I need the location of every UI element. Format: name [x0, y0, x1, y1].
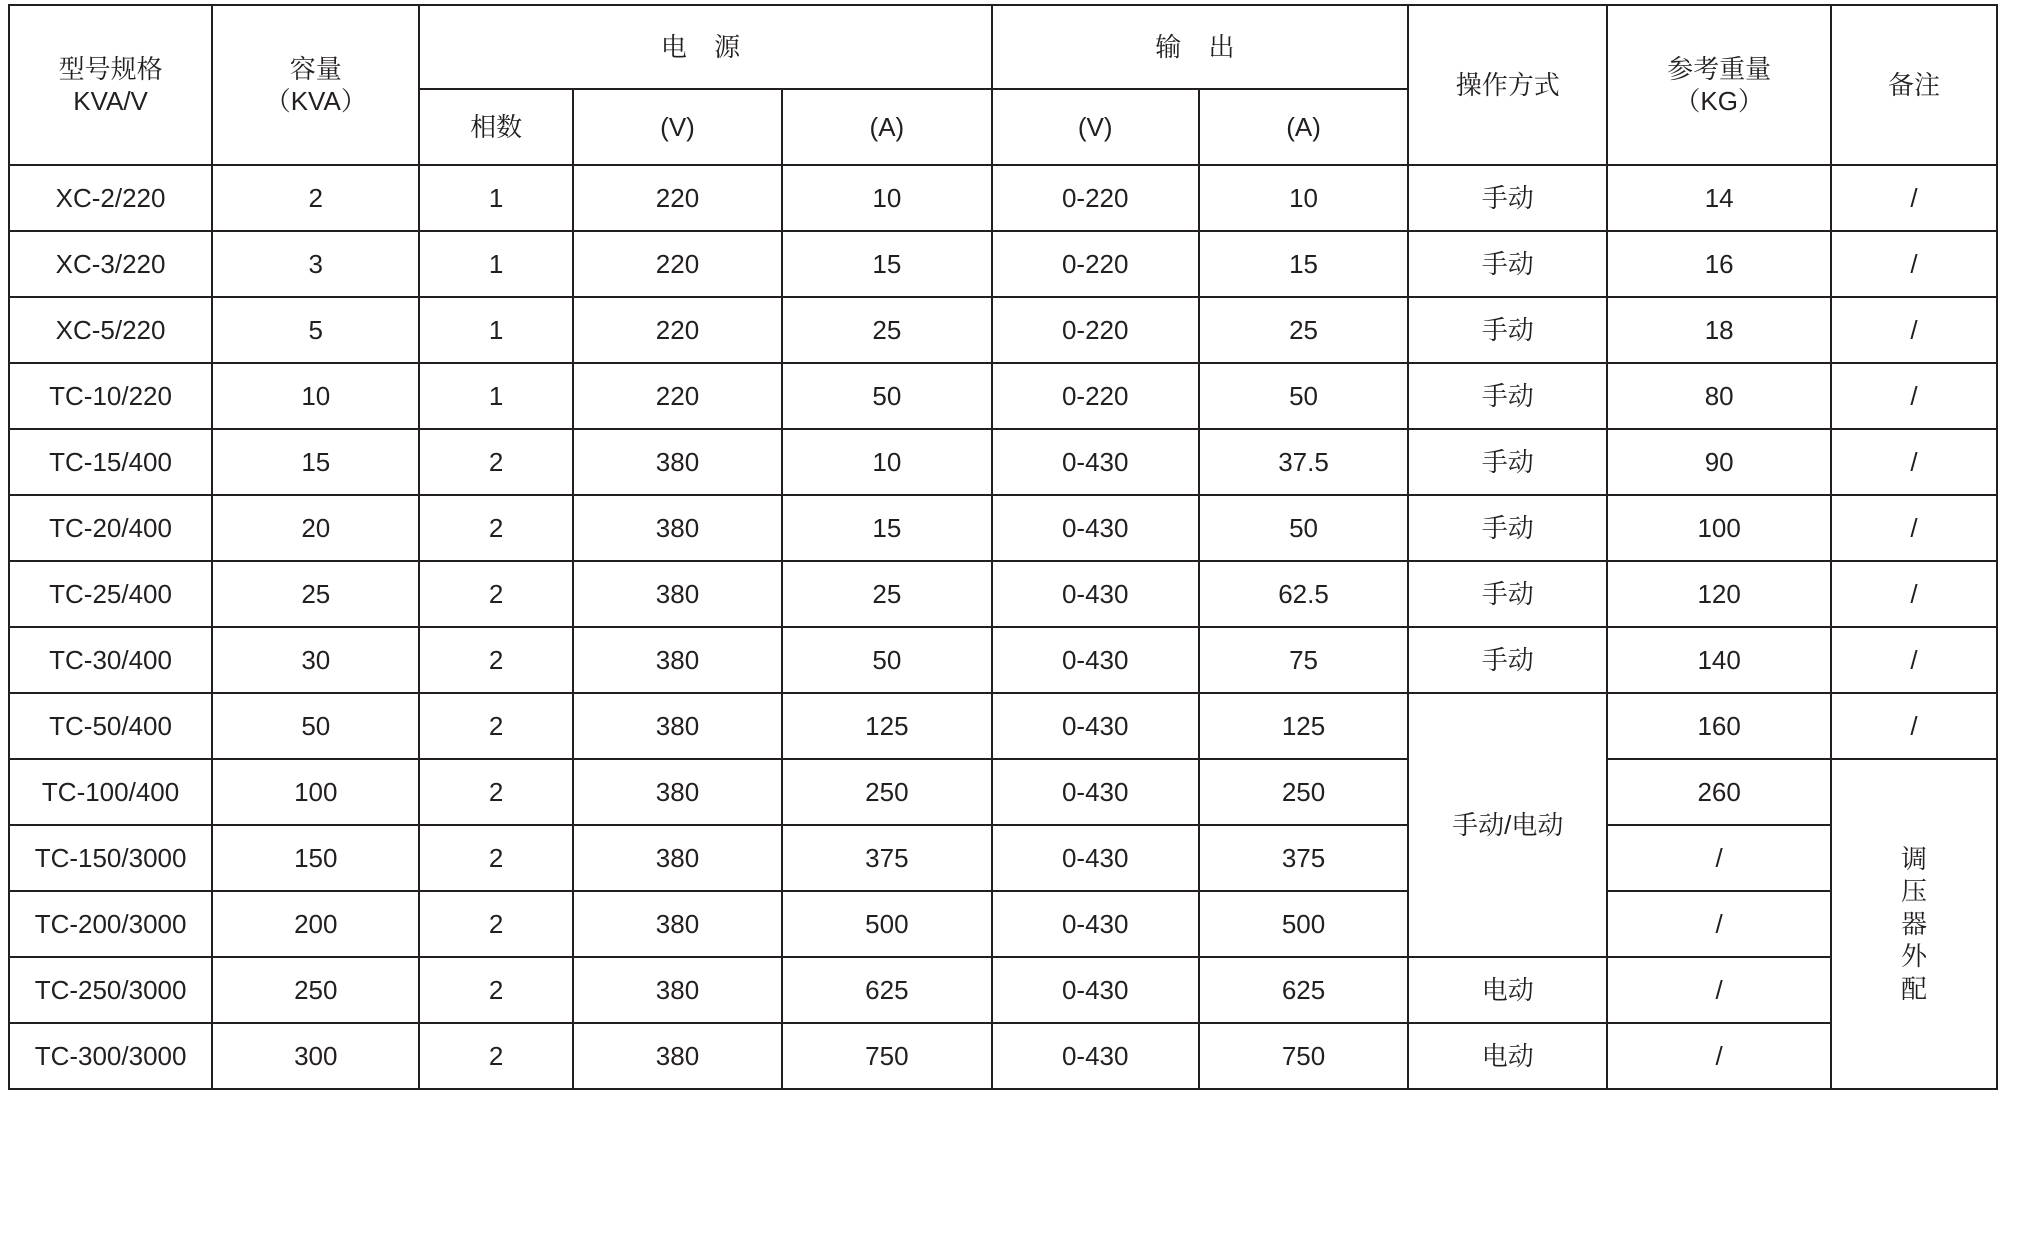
cell-phases: 2	[419, 759, 572, 825]
remark-char-2: 压	[1901, 876, 1928, 907]
cell-model: XC-3/220	[9, 231, 212, 297]
cell-capacity: 150	[212, 825, 419, 891]
cell-remark: /	[1831, 561, 1997, 627]
cell-model: TC-30/400	[9, 627, 212, 693]
cell-capacity: 2	[212, 165, 419, 231]
header-capacity-line1: 容量	[289, 53, 342, 84]
header-model-line2: KVA/V	[73, 86, 148, 116]
cell-output-current: 37.5	[1199, 429, 1408, 495]
cell-phases: 2	[419, 495, 572, 561]
cell-phases: 1	[419, 363, 572, 429]
cell-capacity: 250	[212, 957, 419, 1023]
cell-weight: 16	[1607, 231, 1831, 297]
cell-power-voltage: 220	[573, 165, 782, 231]
cell-weight: /	[1607, 957, 1831, 1023]
header-output-group: 输 出	[992, 5, 1409, 89]
cell-capacity: 30	[212, 627, 419, 693]
cell-phases: 2	[419, 693, 572, 759]
cell-power-voltage: 380	[573, 1023, 782, 1089]
cell-power-current: 125	[782, 693, 991, 759]
cell-output-voltage: 0-430	[992, 429, 1199, 495]
cell-power-current: 375	[782, 825, 991, 891]
cell-model: TC-150/3000	[9, 825, 212, 891]
table-row	[9, 759, 1997, 825]
cell-power-voltage: 380	[573, 759, 782, 825]
cell-power-current: 750	[782, 1023, 991, 1089]
cell-power-current: 15	[782, 231, 991, 297]
cell-power-voltage: 380	[573, 495, 782, 561]
cell-capacity: 3	[212, 231, 419, 297]
cell-power-current: 50	[782, 363, 991, 429]
cell-power-voltage: 380	[573, 693, 782, 759]
header-model	[9, 5, 212, 165]
cell-output-voltage: 0-430	[992, 627, 1199, 693]
cell-model: TC-50/400	[9, 693, 212, 759]
header-power-voltage: (V)	[573, 89, 782, 165]
header-capacity-line2: （KVA）	[264, 86, 367, 116]
cell-capacity: 25	[212, 561, 419, 627]
cell-model: TC-100/400	[9, 759, 212, 825]
cell-operation: 电动	[1408, 1023, 1607, 1089]
cell-phases: 2	[419, 957, 572, 1023]
cell-power-voltage: 380	[573, 891, 782, 957]
cell-weight: 18	[1607, 297, 1831, 363]
cell-power-current: 500	[782, 891, 991, 957]
cell-operation: 手动	[1408, 165, 1607, 231]
cell-output-current: 10	[1199, 165, 1408, 231]
cell-weight: 140	[1607, 627, 1831, 693]
cell-output-current: 125	[1199, 693, 1408, 759]
cell-model: XC-2/220	[9, 165, 212, 231]
header-output-voltage: (V)	[992, 89, 1199, 165]
cell-capacity: 10	[212, 363, 419, 429]
cell-output-current: 625	[1199, 957, 1408, 1023]
cell-power-current: 25	[782, 297, 991, 363]
cell-power-current: 10	[782, 429, 991, 495]
cell-power-current: 50	[782, 627, 991, 693]
cell-output-current: 250	[1199, 759, 1408, 825]
cell-capacity: 5	[212, 297, 419, 363]
cell-remark: /	[1831, 363, 1997, 429]
cell-weight: /	[1607, 825, 1831, 891]
header-row-1	[9, 5, 1997, 89]
table-header	[9, 5, 1997, 165]
cell-capacity: 100	[212, 759, 419, 825]
cell-output-voltage: 0-430	[992, 495, 1199, 561]
cell-operation: 手动	[1408, 363, 1607, 429]
header-remark: 备注	[1831, 5, 1997, 165]
cell-output-voltage: 0-430	[992, 561, 1199, 627]
header-model-line1: 型号规格	[58, 53, 163, 84]
cell-operation: 手动	[1408, 561, 1607, 627]
cell-operation: 电动	[1408, 957, 1607, 1023]
cell-power-voltage: 380	[573, 561, 782, 627]
cell-output-voltage: 0-430	[992, 1023, 1199, 1089]
cell-remark: /	[1831, 495, 1997, 561]
remark-char-1: 调	[1901, 843, 1928, 874]
cell-operation: 手动	[1408, 627, 1607, 693]
cell-remark: /	[1831, 297, 1997, 363]
cell-weight: 160	[1607, 693, 1831, 759]
cell-weight: 120	[1607, 561, 1831, 627]
remark-char-3: 器	[1901, 908, 1928, 939]
table-row	[9, 825, 1997, 891]
table-row	[9, 627, 1997, 693]
cell-operation: 手动	[1408, 429, 1607, 495]
cell-model: TC-300/3000	[9, 1023, 212, 1089]
cell-output-current: 50	[1199, 363, 1408, 429]
cell-output-current: 500	[1199, 891, 1408, 957]
header-power-current: (A)	[782, 89, 991, 165]
table-row	[9, 297, 1997, 363]
cell-power-current: 10	[782, 165, 991, 231]
cell-capacity: 50	[212, 693, 419, 759]
cell-phases: 1	[419, 297, 572, 363]
cell-power-current: 625	[782, 957, 991, 1023]
cell-remark: /	[1831, 231, 1997, 297]
cell-remark: /	[1831, 165, 1997, 231]
header-power-group: 电 源	[419, 5, 991, 89]
cell-output-voltage: 0-430	[992, 693, 1199, 759]
cell-output-current: 25	[1199, 297, 1408, 363]
table-row	[9, 231, 1997, 297]
cell-output-current: 375	[1199, 825, 1408, 891]
cell-phases: 2	[419, 1023, 572, 1089]
cell-remark: /	[1831, 693, 1997, 759]
cell-phases: 2	[419, 825, 572, 891]
cell-power-current: 250	[782, 759, 991, 825]
header-phases: 相数	[419, 89, 572, 165]
cell-output-voltage: 0-220	[992, 297, 1199, 363]
cell-power-voltage: 380	[573, 825, 782, 891]
cell-output-voltage: 0-430	[992, 759, 1199, 825]
table-row	[9, 165, 1997, 231]
cell-capacity: 20	[212, 495, 419, 561]
table-body	[9, 165, 1997, 1089]
cell-weight: /	[1607, 891, 1831, 957]
cell-model: TC-25/400	[9, 561, 212, 627]
table-row	[9, 429, 1997, 495]
cell-output-current: 15	[1199, 231, 1408, 297]
cell-model: TC-20/400	[9, 495, 212, 561]
cell-phases: 2	[419, 627, 572, 693]
cell-output-voltage: 0-430	[992, 825, 1199, 891]
cell-weight: 260	[1607, 759, 1831, 825]
cell-power-voltage: 380	[573, 429, 782, 495]
header-capacity	[212, 5, 419, 165]
cell-weight: 90	[1607, 429, 1831, 495]
cell-phases: 1	[419, 165, 572, 231]
cell-model: XC-5/220	[9, 297, 212, 363]
cell-output-current: 750	[1199, 1023, 1408, 1089]
cell-weight: 14	[1607, 165, 1831, 231]
cell-output-current: 62.5	[1199, 561, 1408, 627]
cell-power-voltage: 380	[573, 957, 782, 1023]
cell-weight: 100	[1607, 495, 1831, 561]
header-weight	[1607, 5, 1831, 165]
table-row	[9, 363, 1997, 429]
cell-operation: 手动	[1408, 297, 1607, 363]
cell-output-current: 75	[1199, 627, 1408, 693]
cell-output-voltage: 0-430	[992, 891, 1199, 957]
header-operation: 操作方式	[1408, 5, 1607, 165]
table-row	[9, 495, 1997, 561]
cell-phases: 2	[419, 561, 572, 627]
cell-output-current: 50	[1199, 495, 1408, 561]
remark-char-4: 外	[1901, 941, 1928, 972]
cell-weight: 80	[1607, 363, 1831, 429]
specification-table	[8, 4, 1998, 1090]
cell-operation: 手动	[1408, 231, 1607, 297]
cell-model: TC-250/3000	[9, 957, 212, 1023]
cell-operation: 手动	[1408, 495, 1607, 561]
table-row	[9, 561, 1997, 627]
cell-model: TC-200/3000	[9, 891, 212, 957]
cell-power-voltage: 380	[573, 627, 782, 693]
cell-remark: /	[1831, 429, 1997, 495]
cell-phases: 2	[419, 891, 572, 957]
cell-power-current: 25	[782, 561, 991, 627]
cell-capacity: 200	[212, 891, 419, 957]
cell-power-voltage: 220	[573, 363, 782, 429]
remark-char-5: 配	[1901, 973, 1928, 1004]
cell-phases: 1	[419, 231, 572, 297]
cell-capacity: 300	[212, 1023, 419, 1089]
cell-remark: /	[1831, 627, 1997, 693]
table-row	[9, 957, 1997, 1023]
cell-output-voltage: 0-220	[992, 363, 1199, 429]
cell-capacity: 15	[212, 429, 419, 495]
cell-model: TC-15/400	[9, 429, 212, 495]
header-output-current: (A)	[1199, 89, 1408, 165]
table-row	[9, 693, 1997, 759]
cell-power-voltage: 220	[573, 231, 782, 297]
cell-phases: 2	[419, 429, 572, 495]
cell-operation-merged: 手动/电动	[1408, 693, 1607, 957]
cell-power-voltage: 220	[573, 297, 782, 363]
table-row	[9, 1023, 1997, 1089]
cell-output-voltage: 0-430	[992, 957, 1199, 1023]
header-weight-line2: （KG）	[1674, 86, 1764, 116]
cell-output-voltage: 0-220	[992, 165, 1199, 231]
table-row	[9, 891, 1997, 957]
header-weight-line1: 参考重量	[1667, 53, 1772, 84]
cell-weight: /	[1607, 1023, 1831, 1089]
cell-model: TC-10/220	[9, 363, 212, 429]
cell-output-voltage: 0-220	[992, 231, 1199, 297]
cell-power-current: 15	[782, 495, 991, 561]
cell-remark-merged	[1831, 759, 1997, 1089]
